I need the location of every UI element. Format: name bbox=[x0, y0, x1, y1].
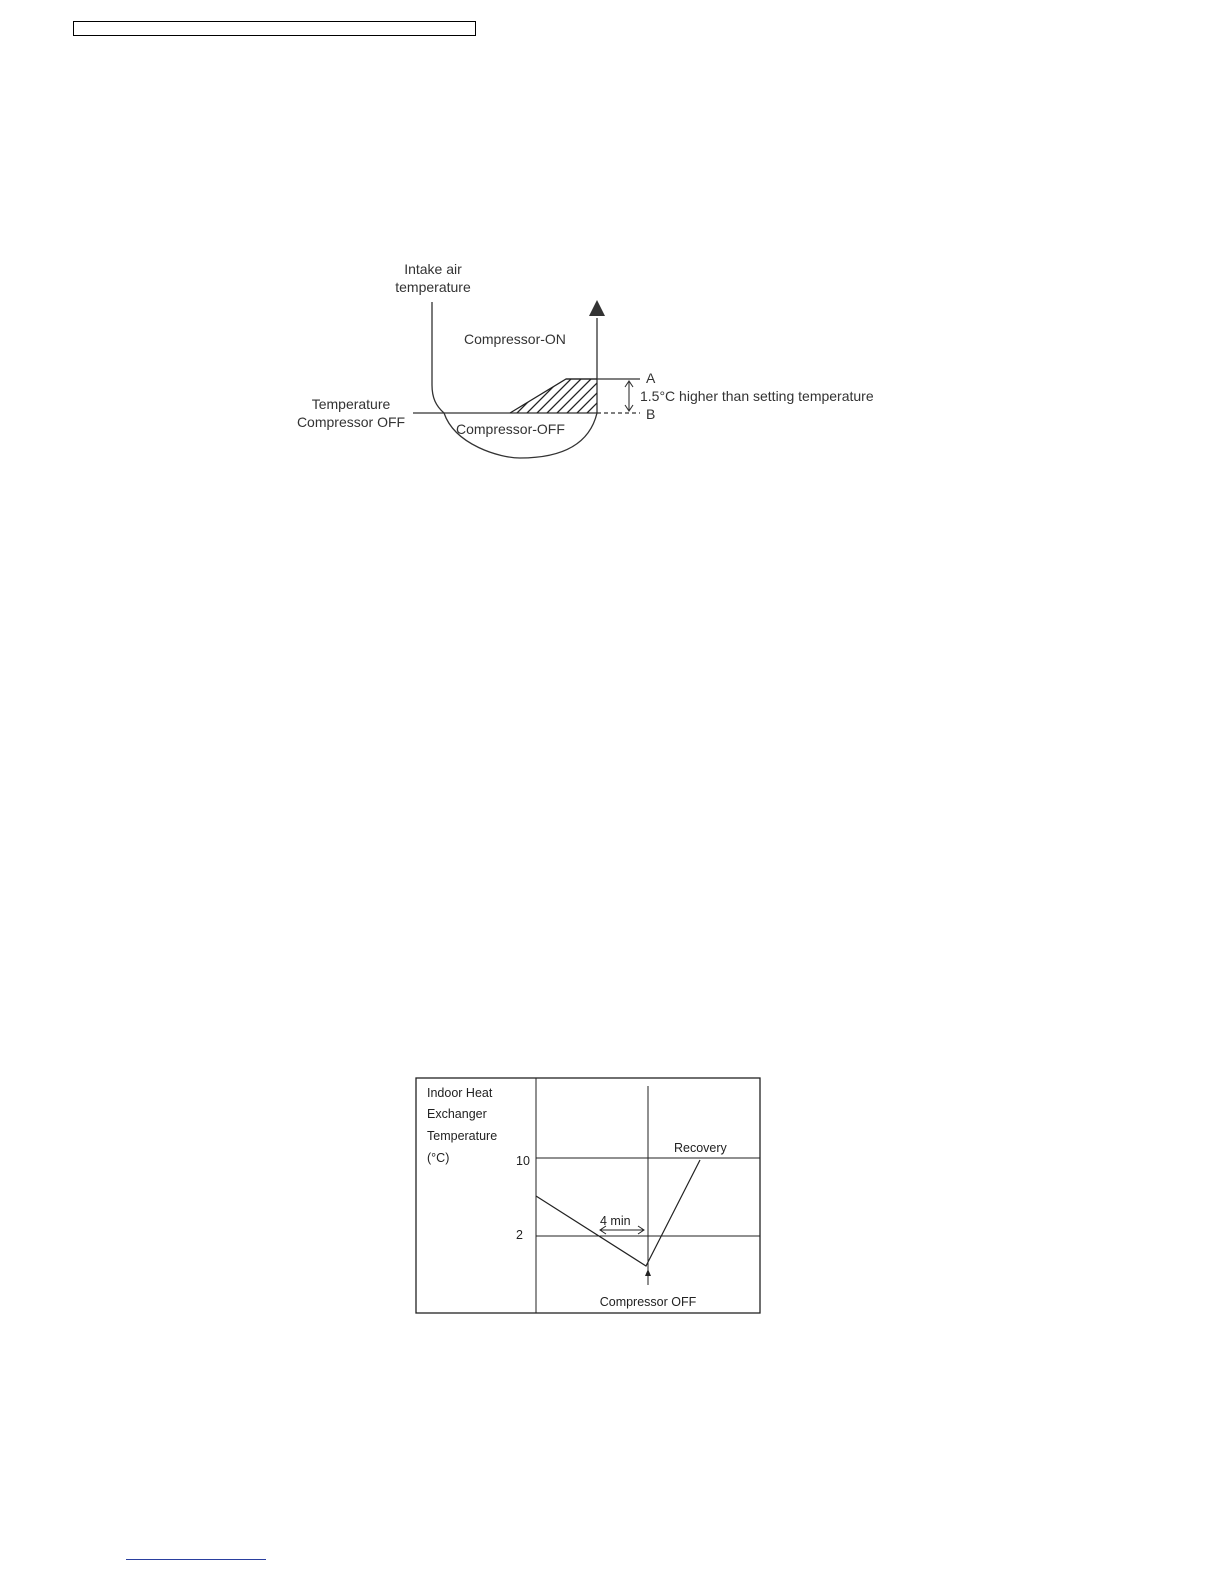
y-axis-label-line1: Intake air bbox=[404, 261, 462, 277]
interval-label: 4 min bbox=[600, 1214, 631, 1228]
y-label-line2: Exchanger bbox=[427, 1107, 487, 1121]
differential-note: 1.5°C higher than setting temperature bbox=[640, 388, 874, 404]
tick-label-2: 2 bbox=[516, 1228, 523, 1242]
point-b-label: B bbox=[646, 406, 656, 422]
compressor-on-label: Compressor-ON bbox=[464, 331, 566, 347]
y-label-line4: (°C) bbox=[427, 1151, 450, 1165]
footer-link-underline bbox=[126, 1559, 266, 1560]
point-a-label: A bbox=[646, 370, 656, 386]
chart-frame bbox=[416, 1078, 760, 1313]
tick-label-10: 10 bbox=[516, 1154, 530, 1168]
interval-arrow-left-icon bbox=[600, 1226, 606, 1234]
event-label: Compressor OFF bbox=[599, 1295, 697, 1309]
compressor-cycle-diagram bbox=[0, 0, 1224, 520]
y-label-line1: Indoor Heat bbox=[427, 1086, 493, 1100]
compressor-off-label: Compressor-OFF bbox=[456, 421, 565, 437]
temperature-trace bbox=[536, 1160, 700, 1266]
left-label-line2: Compressor OFF bbox=[296, 414, 406, 430]
y-axis-label-line2: temperature bbox=[395, 279, 471, 295]
up-arrow-icon bbox=[589, 300, 605, 316]
y-label-line3: Temperature bbox=[427, 1129, 498, 1143]
interval-arrow-right-icon bbox=[638, 1226, 644, 1234]
left-label-line1: Temperature bbox=[311, 396, 391, 412]
recovery-label: Recovery bbox=[674, 1141, 727, 1155]
event-arrow-icon bbox=[645, 1269, 651, 1276]
